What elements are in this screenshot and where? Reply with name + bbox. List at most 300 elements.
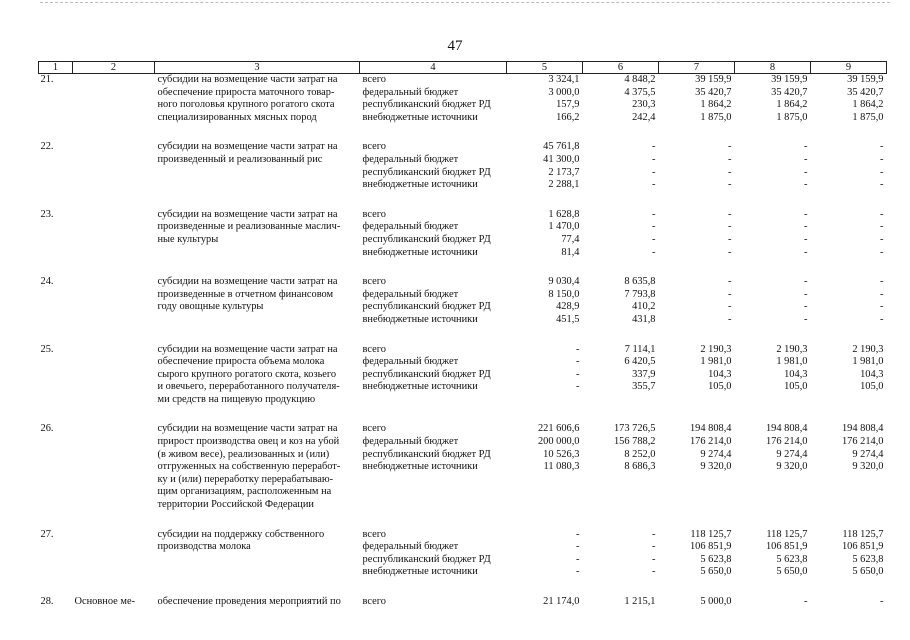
amount-value: 2 190,3 — [700, 343, 732, 355]
funding-sources — [360, 74, 507, 125]
funding-source-label: федеральный бюджет — [362, 436, 459, 448]
amount-value: 45 761,8 — [543, 141, 580, 153]
value-column-6 — [583, 344, 659, 407]
row-section — [73, 141, 155, 191]
row-section — [73, 529, 155, 579]
row-number — [39, 209, 73, 259]
amount-value: - — [804, 179, 808, 191]
value-column-5 — [507, 529, 583, 579]
row-description — [155, 529, 360, 579]
amount-value: - — [728, 313, 732, 325]
amount-value: 8 635,8 — [624, 276, 656, 288]
amount-value: 8 686,3 — [624, 461, 656, 473]
amount-value: - — [652, 528, 656, 540]
column-header: 8 — [735, 62, 811, 74]
description-line: произведенные и реализованные маслич- — [157, 221, 341, 233]
amount-value: 1 470,0 — [548, 221, 580, 233]
column-header: 6 — [583, 62, 659, 74]
value-column-9 — [811, 209, 887, 259]
amount-value: 9 030,4 — [548, 276, 580, 288]
value-column-9 — [811, 423, 887, 511]
column-header: 1 — [39, 62, 73, 74]
row-number-text: 22. — [40, 141, 54, 153]
row-number — [39, 74, 73, 125]
table-row — [39, 529, 887, 579]
value-column-9 — [811, 141, 887, 191]
amount-value: - — [576, 528, 580, 540]
column-header: 5 — [507, 62, 583, 74]
value-column-7 — [659, 529, 735, 579]
column-header: 7 — [659, 62, 735, 74]
amount-value: - — [728, 276, 732, 288]
amount-value: 5 650,0 — [776, 566, 808, 578]
value-column-9 — [811, 344, 887, 407]
table-row — [39, 141, 887, 191]
amount-value: - — [652, 541, 656, 553]
row-section — [73, 596, 155, 609]
amount-value: - — [880, 166, 884, 178]
value-column-5 — [507, 209, 583, 259]
amount-value: 118 125,7 — [842, 528, 884, 540]
funding-source-label: республиканский бюджет РД — [362, 233, 491, 245]
amount-value: 431,8 — [632, 313, 656, 325]
amount-value: - — [804, 153, 808, 165]
description-line: и овечьего, переработанного получателя- — [157, 381, 340, 393]
amount-value: 106 851,9 — [765, 541, 808, 553]
row-spacer-cell — [39, 259, 887, 276]
page-top-edge — [40, 2, 890, 3]
amount-value: - — [576, 343, 580, 355]
funding-source-label: внебюджетные источники — [362, 246, 478, 258]
amount-value: 21 174,0 — [543, 596, 580, 607]
row-number — [39, 423, 73, 511]
amount-value: - — [576, 368, 580, 380]
amount-value: - — [880, 313, 884, 325]
amount-value: 5 623,8 — [776, 553, 808, 565]
funding-sources — [360, 596, 507, 609]
amount-value: 4 375,5 — [624, 86, 656, 98]
description-line: субсидии на возмещение части затрат на — [157, 74, 338, 85]
amount-value: 242,4 — [632, 111, 656, 123]
description-line: производства молока — [157, 541, 251, 553]
amount-value: - — [880, 208, 884, 220]
amount-value: 7 793,8 — [624, 288, 656, 300]
amount-value: 104,3 — [708, 368, 732, 380]
amount-value: 10 526,3 — [543, 448, 580, 460]
amount-value: 1 875,0 — [700, 111, 732, 123]
value-column-7 — [659, 141, 735, 191]
amount-value: 156 788,2 — [613, 436, 656, 448]
amount-value: 41 300,0 — [543, 153, 580, 165]
amount-value: 200 000,0 — [537, 436, 580, 448]
amount-value: 8 150,0 — [548, 288, 580, 300]
funding-source-label: республиканский бюджет РД — [362, 99, 491, 111]
amount-value: - — [804, 313, 808, 325]
value-column-8 — [735, 209, 811, 259]
funding-source-label: федеральный бюджет — [362, 153, 459, 165]
value-column-6 — [583, 209, 659, 259]
row-section — [73, 74, 155, 125]
value-column-8 — [735, 529, 811, 579]
amount-value: - — [728, 153, 732, 165]
amount-value: - — [576, 553, 580, 565]
amount-value: - — [880, 288, 884, 300]
amount-value: 1 215,1 — [624, 596, 656, 607]
row-section-text — [75, 529, 155, 542]
amount-value: - — [880, 233, 884, 245]
row-section — [73, 344, 155, 407]
amount-value: 8 252,0 — [624, 448, 656, 460]
row-section-text: Основное ме- — [74, 596, 136, 607]
amount-value: - — [880, 276, 884, 288]
amount-value: 4 848,2 — [624, 74, 656, 85]
amount-value: 2 190,3 — [852, 343, 884, 355]
amount-value: 2 173,7 — [548, 166, 580, 178]
funding-source-label: федеральный бюджет — [362, 541, 459, 553]
amount-value: 194 808,4 — [689, 423, 732, 435]
description-line: (в живом весе), реализованных и (или) — [157, 448, 330, 460]
amount-value: - — [652, 566, 656, 578]
amount-value: 1 875,0 — [776, 111, 808, 123]
row-number — [39, 596, 73, 609]
value-column-7 — [659, 209, 735, 259]
amount-value: 428,9 — [556, 301, 580, 313]
amount-value: 194 808,4 — [765, 423, 808, 435]
amount-value: - — [880, 596, 884, 607]
row-section-text — [75, 276, 155, 289]
value-column-6 — [583, 529, 659, 579]
table-row — [39, 276, 887, 326]
amount-value: - — [576, 356, 580, 368]
amount-value: 1 864,2 — [700, 99, 732, 111]
row-section-text — [75, 74, 155, 87]
funding-source-label: федеральный бюджет — [362, 86, 459, 98]
row-number-text: 25. — [40, 343, 54, 355]
row-section-text — [75, 344, 155, 357]
row-description — [155, 423, 360, 511]
amount-value: - — [880, 246, 884, 258]
row-number — [39, 529, 73, 579]
funding-source-label: федеральный бюджет — [362, 356, 459, 368]
amount-value: 105,0 — [784, 381, 808, 393]
amount-value: 221 606,6 — [537, 423, 580, 435]
row-number-text: 27. — [40, 528, 54, 540]
table-header — [39, 62, 887, 74]
description-line: ку и (или) переработку перерабатываю- — [157, 473, 334, 485]
value-column-6 — [583, 74, 659, 125]
row-number-text: 26. — [40, 423, 54, 435]
amount-value: 118 125,7 — [690, 528, 732, 540]
table-row — [39, 423, 887, 511]
amount-value: - — [652, 141, 656, 153]
description-line: обеспечение прироста объема молока — [157, 356, 325, 368]
amount-value: - — [576, 541, 580, 553]
row-description — [155, 276, 360, 326]
amount-value: 230,3 — [632, 99, 656, 111]
funding-sources — [360, 276, 507, 326]
value-column-6 — [583, 276, 659, 326]
row-spacer — [39, 327, 887, 344]
row-spacer-cell — [39, 406, 887, 423]
amount-value: - — [728, 208, 732, 220]
amount-value: 3 000,0 — [548, 86, 580, 98]
description-line: сырого крупного рогатого скота, козьего — [157, 368, 337, 380]
value-column-7 — [659, 276, 735, 326]
amount-value: 176 214,0 — [689, 436, 732, 448]
amount-value: - — [728, 166, 732, 178]
amount-value: 2 190,3 — [776, 343, 808, 355]
amount-value: 118 125,7 — [766, 528, 808, 540]
amount-value: 104,3 — [784, 368, 808, 380]
amount-value: 35 420,7 — [695, 86, 732, 98]
amount-value: 176 214,0 — [765, 436, 808, 448]
amount-value: - — [652, 233, 656, 245]
funding-source-label: внебюджетные источники — [362, 179, 478, 191]
description-line: отгруженных на собственную переработ- — [157, 461, 341, 473]
amount-value: 9 320,0 — [700, 461, 732, 473]
value-column-5 — [507, 423, 583, 511]
row-spacer-cell — [39, 327, 887, 344]
amount-value: 173 726,5 — [613, 423, 656, 435]
amount-value: 5 650,0 — [700, 566, 732, 578]
description-line: обеспечение проведения мероприятий по — [157, 596, 341, 607]
amount-value: 9 274,4 — [776, 448, 808, 460]
amount-value: 166,2 — [556, 111, 580, 123]
amount-value: - — [804, 301, 808, 313]
amount-value: - — [728, 179, 732, 191]
column-header: 9 — [811, 62, 887, 74]
table-row — [39, 74, 887, 125]
amount-value: - — [880, 141, 884, 153]
value-column-8 — [735, 344, 811, 407]
amount-value: - — [880, 179, 884, 191]
table-row — [39, 344, 887, 407]
amount-value: 1 981,0 — [852, 356, 884, 368]
amount-value: - — [804, 596, 808, 607]
budget-table — [38, 61, 887, 609]
funding-source-label: всего — [362, 208, 386, 220]
value-column-9 — [811, 529, 887, 579]
amount-value: 39 159,9 — [695, 74, 732, 85]
description-line: ми средств на пищевую продукцию — [157, 393, 316, 405]
description-line: ного поголовья крупного рогатого скота — [157, 99, 335, 111]
description-line: территории Российской Федерации — [157, 499, 314, 511]
value-column-5 — [507, 141, 583, 191]
funding-source-label: всего — [362, 74, 386, 85]
amount-value: - — [728, 246, 732, 258]
funding-source-label: внебюджетные источники — [362, 381, 478, 393]
value-column-7 — [659, 423, 735, 511]
row-description — [155, 209, 360, 259]
amount-value: 1 875,0 — [852, 111, 884, 123]
funding-source-label: всего — [362, 528, 386, 540]
amount-value: - — [728, 301, 732, 313]
row-number-text: 28. — [40, 596, 54, 607]
amount-value: - — [652, 153, 656, 165]
value-column-6 — [583, 141, 659, 191]
row-number — [39, 276, 73, 326]
value-column-8 — [735, 141, 811, 191]
amount-value: 5 000,0 — [700, 596, 732, 607]
value-column-6 — [583, 423, 659, 511]
row-description — [155, 141, 360, 191]
amount-value: 81,4 — [561, 246, 580, 258]
amount-value: - — [652, 166, 656, 178]
amount-value: 7 114,1 — [624, 343, 656, 355]
description-line: субсидии на возмещение части затрат на — [157, 141, 338, 153]
amount-value: 104,3 — [860, 368, 884, 380]
funding-source-label: федеральный бюджет — [362, 288, 459, 300]
funding-source-label: внебюджетные источники — [362, 566, 478, 578]
value-column-9 — [811, 596, 887, 609]
description-line: субсидии на возмещение части затрат на — [157, 423, 338, 435]
row-spacer — [39, 124, 887, 141]
value-column-5 — [507, 344, 583, 407]
amount-value: - — [728, 233, 732, 245]
funding-source-label: всего — [362, 276, 386, 288]
amount-value: - — [728, 221, 732, 233]
funding-source-label: республиканский бюджет РД — [362, 301, 491, 313]
funding-source-label: всего — [362, 596, 386, 607]
column-header: 2 — [73, 62, 155, 74]
row-number-text: 24. — [40, 276, 54, 288]
amount-value: 5 623,8 — [700, 553, 732, 565]
value-column-5 — [507, 276, 583, 326]
row-spacer — [39, 259, 887, 276]
amount-value: - — [804, 221, 808, 233]
column-header: 4 — [360, 62, 507, 74]
value-column-5 — [507, 596, 583, 609]
row-description — [155, 344, 360, 407]
funding-source-label: республиканский бюджет РД — [362, 368, 491, 380]
amount-value: 410,2 — [632, 301, 656, 313]
row-section-text — [75, 423, 155, 436]
amount-value: - — [804, 141, 808, 153]
row-number — [39, 141, 73, 191]
funding-sources — [360, 344, 507, 407]
amount-value: - — [576, 381, 580, 393]
amount-value: 77,4 — [561, 233, 580, 245]
description-line: ные культуры — [157, 233, 219, 245]
page-number: 47 — [447, 38, 463, 54]
value-column-5 — [507, 74, 583, 125]
amount-value: - — [804, 276, 808, 288]
row-spacer — [39, 406, 887, 423]
table-row — [39, 209, 887, 259]
funding-source-label: внебюджетные источники — [362, 461, 478, 473]
funding-source-label: всего — [362, 423, 386, 435]
value-column-7 — [659, 596, 735, 609]
row-spacer — [39, 579, 887, 596]
amount-value: - — [652, 553, 656, 565]
amount-value: - — [652, 221, 656, 233]
amount-value: 35 420,7 — [771, 86, 808, 98]
amount-value: 3 324,1 — [548, 74, 580, 85]
amount-value: 105,0 — [860, 381, 884, 393]
funding-sources — [360, 529, 507, 579]
amount-value: 9 320,0 — [776, 461, 808, 473]
table-row — [39, 596, 887, 609]
row-description — [155, 74, 360, 125]
funding-source-label: республиканский бюджет РД — [362, 553, 491, 565]
amount-value: 1 628,8 — [548, 208, 580, 220]
amount-value: - — [880, 153, 884, 165]
row-spacer-cell — [39, 124, 887, 141]
funding-source-label: республиканский бюджет РД — [362, 448, 491, 460]
amount-value: 39 159,9 — [847, 74, 884, 85]
amount-value: 5 623,8 — [852, 553, 884, 565]
amount-value: - — [880, 221, 884, 233]
row-number — [39, 344, 73, 407]
amount-value: 337,9 — [632, 368, 656, 380]
amount-value: - — [804, 288, 808, 300]
value-column-8 — [735, 423, 811, 511]
row-section — [73, 209, 155, 259]
description-line: обеспечение прироста маточного товар- — [157, 86, 335, 98]
row-spacer-cell — [39, 579, 887, 596]
column-number-row — [39, 62, 887, 74]
amount-value: 176 214,0 — [841, 436, 884, 448]
amount-value: 105,0 — [708, 381, 732, 393]
amount-value: 1 981,0 — [776, 356, 808, 368]
amount-value: 35 420,7 — [847, 86, 884, 98]
funding-sources — [360, 209, 507, 259]
row-spacer-cell — [39, 192, 887, 209]
description-line: субсидии на поддержку собственного — [157, 528, 325, 540]
column-header: 3 — [155, 62, 360, 74]
amount-value: - — [728, 288, 732, 300]
amount-value: 355,7 — [632, 381, 656, 393]
amount-value: 194 808,4 — [841, 423, 884, 435]
value-column-8 — [735, 276, 811, 326]
value-column-9 — [811, 74, 887, 125]
amount-value: 2 288,1 — [548, 179, 580, 191]
amount-value: - — [652, 208, 656, 220]
row-number-text: 23. — [40, 208, 54, 220]
row-section-text — [75, 209, 155, 222]
amount-value: 1 864,2 — [776, 99, 808, 111]
funding-source-label: республиканский бюджет РД — [362, 166, 491, 178]
row-description — [155, 596, 360, 609]
description-line: году овощные культуры — [157, 301, 264, 313]
funding-source-label: федеральный бюджет — [362, 221, 459, 233]
row-spacer-cell — [39, 512, 887, 529]
funding-source-label: всего — [362, 343, 386, 355]
amount-value: 39 159,9 — [771, 74, 808, 85]
row-section — [73, 276, 155, 326]
amount-value: - — [652, 179, 656, 191]
description-line: прирост производства овец и коз на убой — [157, 436, 340, 448]
budget-table-container — [38, 61, 886, 609]
row-spacer — [39, 192, 887, 209]
table-body — [39, 74, 887, 609]
value-column-7 — [659, 74, 735, 125]
description-line: субсидии на возмещение части затрат на — [157, 343, 338, 355]
description-line: специализированных мясных пород — [157, 111, 317, 123]
description-line: произведенные в отчетном финансовом — [157, 288, 334, 300]
amount-value: 6 420,5 — [624, 356, 656, 368]
value-column-6 — [583, 596, 659, 609]
amount-value: 106 851,9 — [689, 541, 732, 553]
amount-value: 1 864,2 — [852, 99, 884, 111]
amount-value: - — [728, 141, 732, 153]
amount-value: 5 650,0 — [852, 566, 884, 578]
funding-source-label: внебюджетные источники — [362, 313, 478, 325]
amount-value: - — [804, 208, 808, 220]
row-section-text — [75, 141, 155, 154]
amount-value: 9 274,4 — [852, 448, 884, 460]
amount-value: - — [576, 566, 580, 578]
